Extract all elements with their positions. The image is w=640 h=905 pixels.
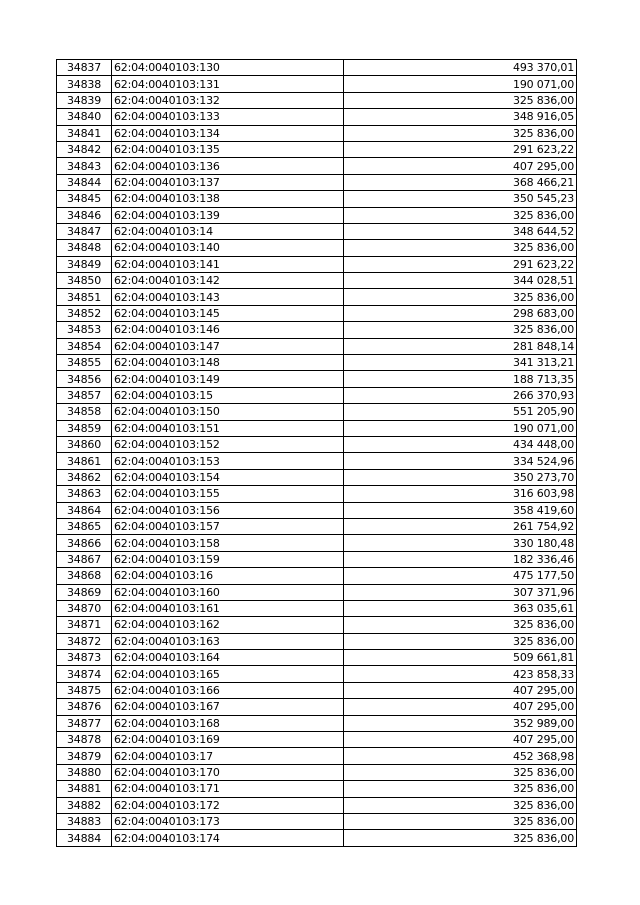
cadastral-number-cell: 62:04:0040103:159 (112, 551, 344, 567)
cadastral-number-cell: 62:04:0040103:163 (112, 633, 344, 649)
cadastral-number-cell: 62:04:0040103:162 (112, 617, 344, 633)
cadastral-value-cell: 325 836,00 (344, 764, 577, 780)
table-row (57, 191, 577, 207)
cadastral-value-cell: 509 661,81 (344, 650, 577, 666)
row-number-cell: 34841 (57, 125, 112, 141)
cadastral-number-cell: 62:04:0040103:170 (112, 764, 344, 780)
row-number-cell: 34876 (57, 699, 112, 715)
table-row (57, 141, 577, 157)
cadastral-number-cell: 62:04:0040103:140 (112, 240, 344, 256)
row-number-cell: 34860 (57, 436, 112, 452)
table-row (57, 715, 577, 731)
row-number-cell: 34865 (57, 518, 112, 534)
cadastral-value-cell: 475 177,50 (344, 568, 577, 584)
cadastral-number-cell: 62:04:0040103:169 (112, 732, 344, 748)
row-number-cell: 34853 (57, 322, 112, 338)
table-row (57, 60, 577, 76)
table-row (57, 207, 577, 223)
cadastral-number-cell: 62:04:0040103:133 (112, 109, 344, 125)
row-number-cell: 34875 (57, 682, 112, 698)
cadastral-value-cell: 348 916,05 (344, 109, 577, 125)
row-number-cell: 34882 (57, 797, 112, 813)
table-row (57, 764, 577, 780)
cadastral-number-cell: 62:04:0040103:131 (112, 76, 344, 92)
cadastral-value-cell: 363 035,61 (344, 600, 577, 616)
row-number-cell: 34884 (57, 830, 112, 846)
table-row (57, 732, 577, 748)
table-row (57, 305, 577, 321)
cadastral-number-cell: 62:04:0040103:130 (112, 60, 344, 76)
cadastral-number-cell: 62:04:0040103:151 (112, 420, 344, 436)
cadastral-value-cell: 350 545,23 (344, 191, 577, 207)
table-row (57, 109, 577, 125)
cadastral-value-cell: 291 623,22 (344, 141, 577, 157)
cadastral-value-cell: 261 754,92 (344, 518, 577, 534)
row-number-cell: 34872 (57, 633, 112, 649)
cadastral-number-cell: 62:04:0040103:161 (112, 600, 344, 616)
row-number-cell: 34857 (57, 387, 112, 403)
table-row (57, 617, 577, 633)
row-number-cell: 34879 (57, 748, 112, 764)
row-number-cell: 34847 (57, 223, 112, 239)
cadastral-number-cell: 62:04:0040103:173 (112, 813, 344, 829)
cadastral-value-cell: 281 848,14 (344, 338, 577, 354)
row-number-cell: 34858 (57, 404, 112, 420)
table-row (57, 338, 577, 354)
cadastral-number-cell: 62:04:0040103:157 (112, 518, 344, 534)
row-number-cell: 34854 (57, 338, 112, 354)
cadastral-value-cell: 407 295,00 (344, 158, 577, 174)
cadastral-number-cell: 62:04:0040103:160 (112, 584, 344, 600)
cadastral-number-cell: 62:04:0040103:146 (112, 322, 344, 338)
table-row (57, 568, 577, 584)
cadastral-value-cell: 325 836,00 (344, 830, 577, 846)
cadastral-number-cell: 62:04:0040103:138 (112, 191, 344, 207)
row-number-cell: 34846 (57, 207, 112, 223)
row-number-cell: 34864 (57, 502, 112, 518)
table-row (57, 502, 577, 518)
table-row (57, 830, 577, 846)
cadastral-number-cell: 62:04:0040103:139 (112, 207, 344, 223)
table-row (57, 797, 577, 813)
cadastral-number-cell: 62:04:0040103:152 (112, 436, 344, 452)
cadastral-value-cell: 291 623,22 (344, 256, 577, 272)
table-row (57, 584, 577, 600)
row-number-cell: 34871 (57, 617, 112, 633)
cadastral-number-cell: 62:04:0040103:17 (112, 748, 344, 764)
table-row (57, 256, 577, 272)
cadastral-value-cell: 352 989,00 (344, 715, 577, 731)
table-row (57, 469, 577, 485)
cadastral-value-cell: 325 836,00 (344, 207, 577, 223)
cadastral-value-cell: 325 836,00 (344, 813, 577, 829)
cadastral-number-cell: 62:04:0040103:16 (112, 568, 344, 584)
row-number-cell: 34856 (57, 371, 112, 387)
row-number-cell: 34851 (57, 289, 112, 305)
row-number-cell: 34870 (57, 600, 112, 616)
row-number-cell: 34845 (57, 191, 112, 207)
cadastral-number-cell: 62:04:0040103:137 (112, 174, 344, 190)
row-number-cell: 34880 (57, 764, 112, 780)
cadastral-value-cell: 348 644,52 (344, 223, 577, 239)
table-row (57, 781, 577, 797)
row-number-cell: 34883 (57, 813, 112, 829)
row-number-cell: 34873 (57, 650, 112, 666)
table-row (57, 535, 577, 551)
cadastral-value-cell: 358 419,60 (344, 502, 577, 518)
row-number-cell: 34868 (57, 568, 112, 584)
cadastral-value-cell: 344 028,51 (344, 273, 577, 289)
cadastral-value-cell: 368 466,21 (344, 174, 577, 190)
table-row (57, 436, 577, 452)
table-row (57, 699, 577, 715)
cadastral-number-cell: 62:04:0040103:142 (112, 273, 344, 289)
cadastral-value-cell: 307 371,96 (344, 584, 577, 600)
cadastral-number-cell: 62:04:0040103:132 (112, 92, 344, 108)
row-number-cell: 34859 (57, 420, 112, 436)
table-row (57, 322, 577, 338)
table-row (57, 240, 577, 256)
cadastral-value-cell: 452 368,98 (344, 748, 577, 764)
cadastral-number-cell: 62:04:0040103:167 (112, 699, 344, 715)
table-row (57, 453, 577, 469)
table-row (57, 371, 577, 387)
cadastral-value-cell: 325 836,00 (344, 797, 577, 813)
table-row (57, 76, 577, 92)
cadastral-number-cell: 62:04:0040103:171 (112, 781, 344, 797)
row-number-cell: 34861 (57, 453, 112, 469)
cadastral-value-cell: 266 370,93 (344, 387, 577, 403)
cadastral-value-cell: 316 603,98 (344, 486, 577, 502)
cadastral-number-cell: 62:04:0040103:174 (112, 830, 344, 846)
row-number-cell: 34843 (57, 158, 112, 174)
cadastral-value-cell: 330 180,48 (344, 535, 577, 551)
table-row (57, 486, 577, 502)
table-row (57, 518, 577, 534)
table-row (57, 650, 577, 666)
table-row (57, 355, 577, 371)
cadastral-number-cell: 62:04:0040103:136 (112, 158, 344, 174)
row-number-cell: 34878 (57, 732, 112, 748)
cadastral-value-cell: 188 713,35 (344, 371, 577, 387)
table-row (57, 666, 577, 682)
row-number-cell: 34862 (57, 469, 112, 485)
cadastral-value-table (56, 59, 577, 847)
cadastral-value-cell: 325 836,00 (344, 322, 577, 338)
cadastral-value-cell: 341 313,21 (344, 355, 577, 371)
cadastral-number-cell: 62:04:0040103:150 (112, 404, 344, 420)
table-row (57, 748, 577, 764)
table-body (57, 60, 577, 847)
row-number-cell: 34840 (57, 109, 112, 125)
cadastral-value-cell: 325 836,00 (344, 240, 577, 256)
row-number-cell: 34839 (57, 92, 112, 108)
row-number-cell: 34844 (57, 174, 112, 190)
table-row (57, 273, 577, 289)
row-number-cell: 34877 (57, 715, 112, 731)
cadastral-value-cell: 350 273,70 (344, 469, 577, 485)
cadastral-number-cell: 62:04:0040103:158 (112, 535, 344, 551)
table-row (57, 289, 577, 305)
cadastral-number-cell: 62:04:0040103:14 (112, 223, 344, 239)
cadastral-number-cell: 62:04:0040103:134 (112, 125, 344, 141)
cadastral-value-cell: 423 858,33 (344, 666, 577, 682)
row-number-cell: 34842 (57, 141, 112, 157)
cadastral-value-cell: 298 683,00 (344, 305, 577, 321)
cadastral-value-cell: 325 836,00 (344, 125, 577, 141)
cadastral-number-cell: 62:04:0040103:154 (112, 469, 344, 485)
cadastral-number-cell: 62:04:0040103:15 (112, 387, 344, 403)
cadastral-number-cell: 62:04:0040103:166 (112, 682, 344, 698)
cadastral-value-cell: 407 295,00 (344, 732, 577, 748)
row-number-cell: 34869 (57, 584, 112, 600)
table-row (57, 551, 577, 567)
row-number-cell: 34850 (57, 273, 112, 289)
table-row (57, 404, 577, 420)
cadastral-value-cell: 325 836,00 (344, 92, 577, 108)
table-row (57, 813, 577, 829)
cadastral-value-cell: 334 524,96 (344, 453, 577, 469)
cadastral-number-cell: 62:04:0040103:156 (112, 502, 344, 518)
table-row (57, 223, 577, 239)
table-row (57, 682, 577, 698)
row-number-cell: 34874 (57, 666, 112, 682)
table-row (57, 174, 577, 190)
cadastral-value-cell: 182 336,46 (344, 551, 577, 567)
cadastral-value-cell: 325 836,00 (344, 617, 577, 633)
cadastral-value-cell: 407 295,00 (344, 699, 577, 715)
row-number-cell: 34881 (57, 781, 112, 797)
cadastral-number-cell: 62:04:0040103:172 (112, 797, 344, 813)
cadastral-value-cell: 434 448,00 (344, 436, 577, 452)
cadastral-value-cell: 493 370,01 (344, 60, 577, 76)
row-number-cell: 34837 (57, 60, 112, 76)
cadastral-value-cell: 325 836,00 (344, 633, 577, 649)
table-row (57, 600, 577, 616)
cadastral-value-cell: 325 836,00 (344, 289, 577, 305)
cadastral-number-cell: 62:04:0040103:147 (112, 338, 344, 354)
table-row (57, 92, 577, 108)
table-row (57, 420, 577, 436)
cadastral-value-cell: 407 295,00 (344, 682, 577, 698)
cadastral-number-cell: 62:04:0040103:141 (112, 256, 344, 272)
cadastral-value-cell: 325 836,00 (344, 781, 577, 797)
table-row (57, 158, 577, 174)
row-number-cell: 34852 (57, 305, 112, 321)
cadastral-number-cell: 62:04:0040103:155 (112, 486, 344, 502)
cadastral-number-cell: 62:04:0040103:153 (112, 453, 344, 469)
cadastral-number-cell: 62:04:0040103:145 (112, 305, 344, 321)
cadastral-number-cell: 62:04:0040103:149 (112, 371, 344, 387)
table-row (57, 633, 577, 649)
cadastral-number-cell: 62:04:0040103:143 (112, 289, 344, 305)
row-number-cell: 34855 (57, 355, 112, 371)
row-number-cell: 34867 (57, 551, 112, 567)
cadastral-number-cell: 62:04:0040103:165 (112, 666, 344, 682)
row-number-cell: 34866 (57, 535, 112, 551)
cadastral-number-cell: 62:04:0040103:168 (112, 715, 344, 731)
table-row (57, 125, 577, 141)
table-row (57, 387, 577, 403)
row-number-cell: 34848 (57, 240, 112, 256)
cadastral-number-cell: 62:04:0040103:135 (112, 141, 344, 157)
row-number-cell: 34838 (57, 76, 112, 92)
cadastral-number-cell: 62:04:0040103:148 (112, 355, 344, 371)
cadastral-number-cell: 62:04:0040103:164 (112, 650, 344, 666)
cadastral-value-cell: 190 071,00 (344, 420, 577, 436)
row-number-cell: 34849 (57, 256, 112, 272)
cadastral-value-cell: 551 205,90 (344, 404, 577, 420)
cadastral-value-cell: 190 071,00 (344, 76, 577, 92)
row-number-cell: 34863 (57, 486, 112, 502)
